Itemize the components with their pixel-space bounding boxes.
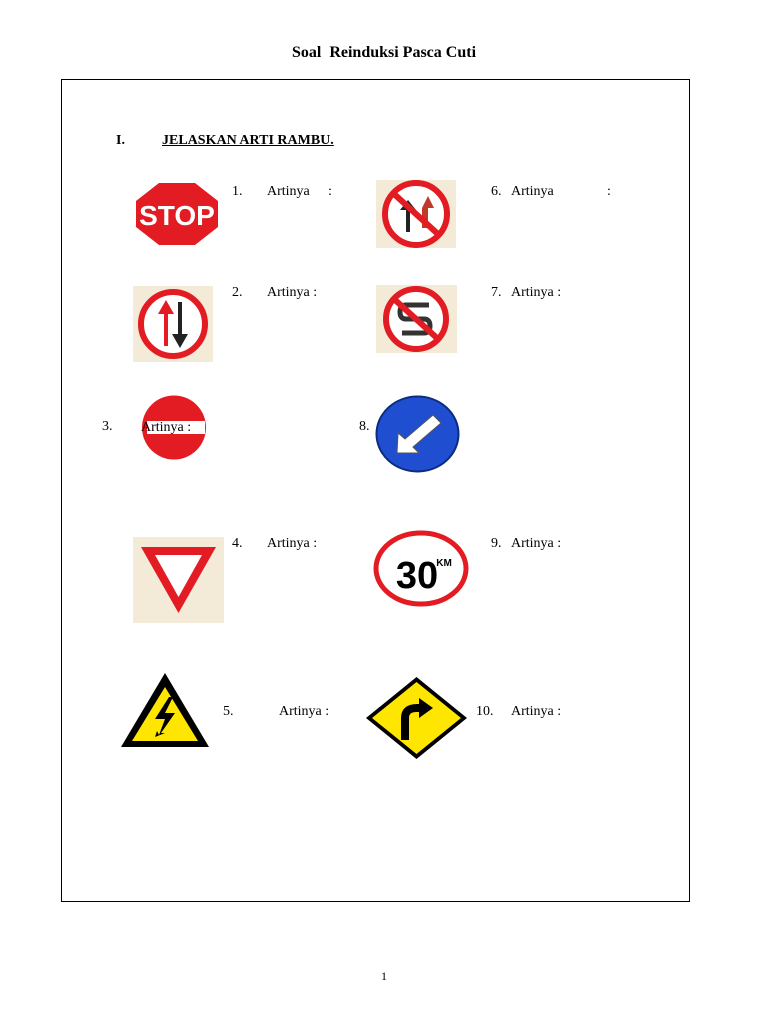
right-curve-sign-icon: [365, 676, 468, 760]
stop-sign-text: STOP: [139, 200, 215, 231]
item-1-colon: :: [328, 184, 332, 199]
item-3-label: Artinya :: [141, 420, 192, 435]
no-overtaking-sign-icon: [376, 180, 456, 248]
item-2-number: 2.: [232, 285, 243, 300]
section-number: I.: [116, 133, 125, 148]
item-8-number: 8.: [359, 419, 370, 434]
item-7-label: Artinya :: [511, 285, 562, 300]
item-3-number: 3.: [102, 419, 113, 434]
item-1-number: 1.: [232, 184, 243, 199]
give-way-sign-icon: [133, 537, 224, 623]
item-9-label: Artinya :: [511, 536, 562, 551]
item-9-number: 9.: [491, 536, 502, 551]
speed-limit-unit: KM: [436, 558, 452, 569]
item-6-number: 6.: [491, 184, 502, 199]
page-number: 1: [381, 969, 387, 983]
speed-limit-sign-icon: [373, 530, 469, 607]
document-title: Soal Reinduksi Pasca Cuti: [291, 44, 477, 61]
item-1-label: Artinya: [267, 184, 310, 199]
item-5-number: 5.: [223, 704, 234, 719]
speed-limit-value: 30: [395, 555, 439, 597]
two-way-traffic-sign-icon: [133, 286, 213, 362]
item-6-colon: :: [607, 184, 611, 199]
item-6-label: Artinya: [511, 184, 554, 199]
high-voltage-sign-icon: [119, 671, 211, 749]
item-10-label: Artinya :: [511, 704, 562, 719]
stop-sign-icon: [132, 179, 222, 249]
item-4-number: 4.: [232, 536, 243, 551]
no-u-turn-sign-icon: [376, 285, 457, 353]
item-7-number: 7.: [491, 285, 502, 300]
section-title: JELASKAN ARTI RAMBU.: [162, 133, 334, 148]
item-5-label: Artinya :: [279, 704, 330, 719]
keep-left-sign-icon: [375, 395, 460, 473]
item-2-label: Artinya :: [267, 285, 318, 300]
item-4-label: Artinya :: [267, 536, 318, 551]
item-10-number: 10.: [476, 704, 494, 719]
